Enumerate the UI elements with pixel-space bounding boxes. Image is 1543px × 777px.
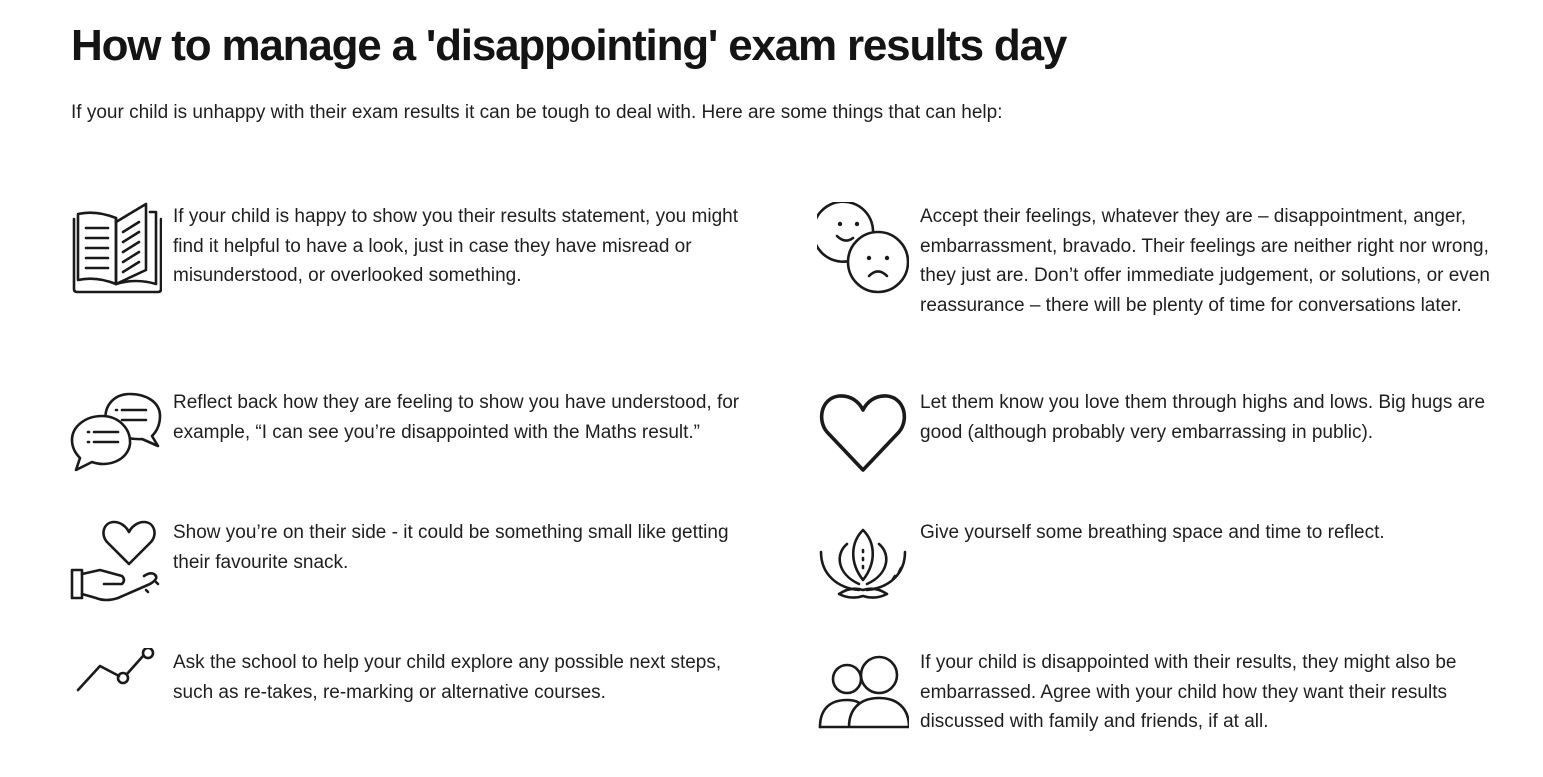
hand-holding-heart-icon [70,518,162,610]
tip-text: Show you’re on their side - it could be something small like getting their favourite snack. [173,522,729,573]
tip-text: Let them know you love them through highs and lows. Big hugs are good (although probably very embarrassing in public). [920,392,1486,443]
tip-text: If your child is happy to show you their results statement, you might find it helpful to have a look, just in case they have misread or misunderstood, or overlooked something. [173,206,738,286]
intro-text: If your child is unhappy with their exam results it can be tough to deal with. Here are some things that can help: [71,102,1003,123]
heart-icon [817,388,909,480]
tip-text: If your child is disappointed with their results, they might also be embarrassed. Agree with your child how they want their results discussed with family and friends, if at all. [920,652,1457,732]
line-graph-icon [70,648,162,740]
tip-text: Give yourself some breathing space and time to reflect. [920,522,1385,543]
two-people-icon [817,648,909,740]
tip-text: Reflect back how they are feeling to show you have understood, for example, “I can see you’re disappointed with the Maths result.” [173,392,740,443]
tip-text: Ask the school to help your child explore any possible next steps, such as re-takes, re-marking or alternative courses. [173,652,722,703]
lotus-icon [817,518,909,610]
page-title: How to manage a 'disappointing' exam results day [71,21,1067,70]
speech-bubbles-icon [70,388,162,480]
open-book-icon [70,202,162,294]
happy-sad-faces-icon [817,202,909,294]
tip-text: Accept their feelings, whatever they are – disappointment, anger, embarrassment, bravado. Their feelings are neither right nor wrong, they just are. Don’t offer immediate judgement, or solutions, or even reassurance – there will be plenty of time for conversations later. [920,206,1490,316]
